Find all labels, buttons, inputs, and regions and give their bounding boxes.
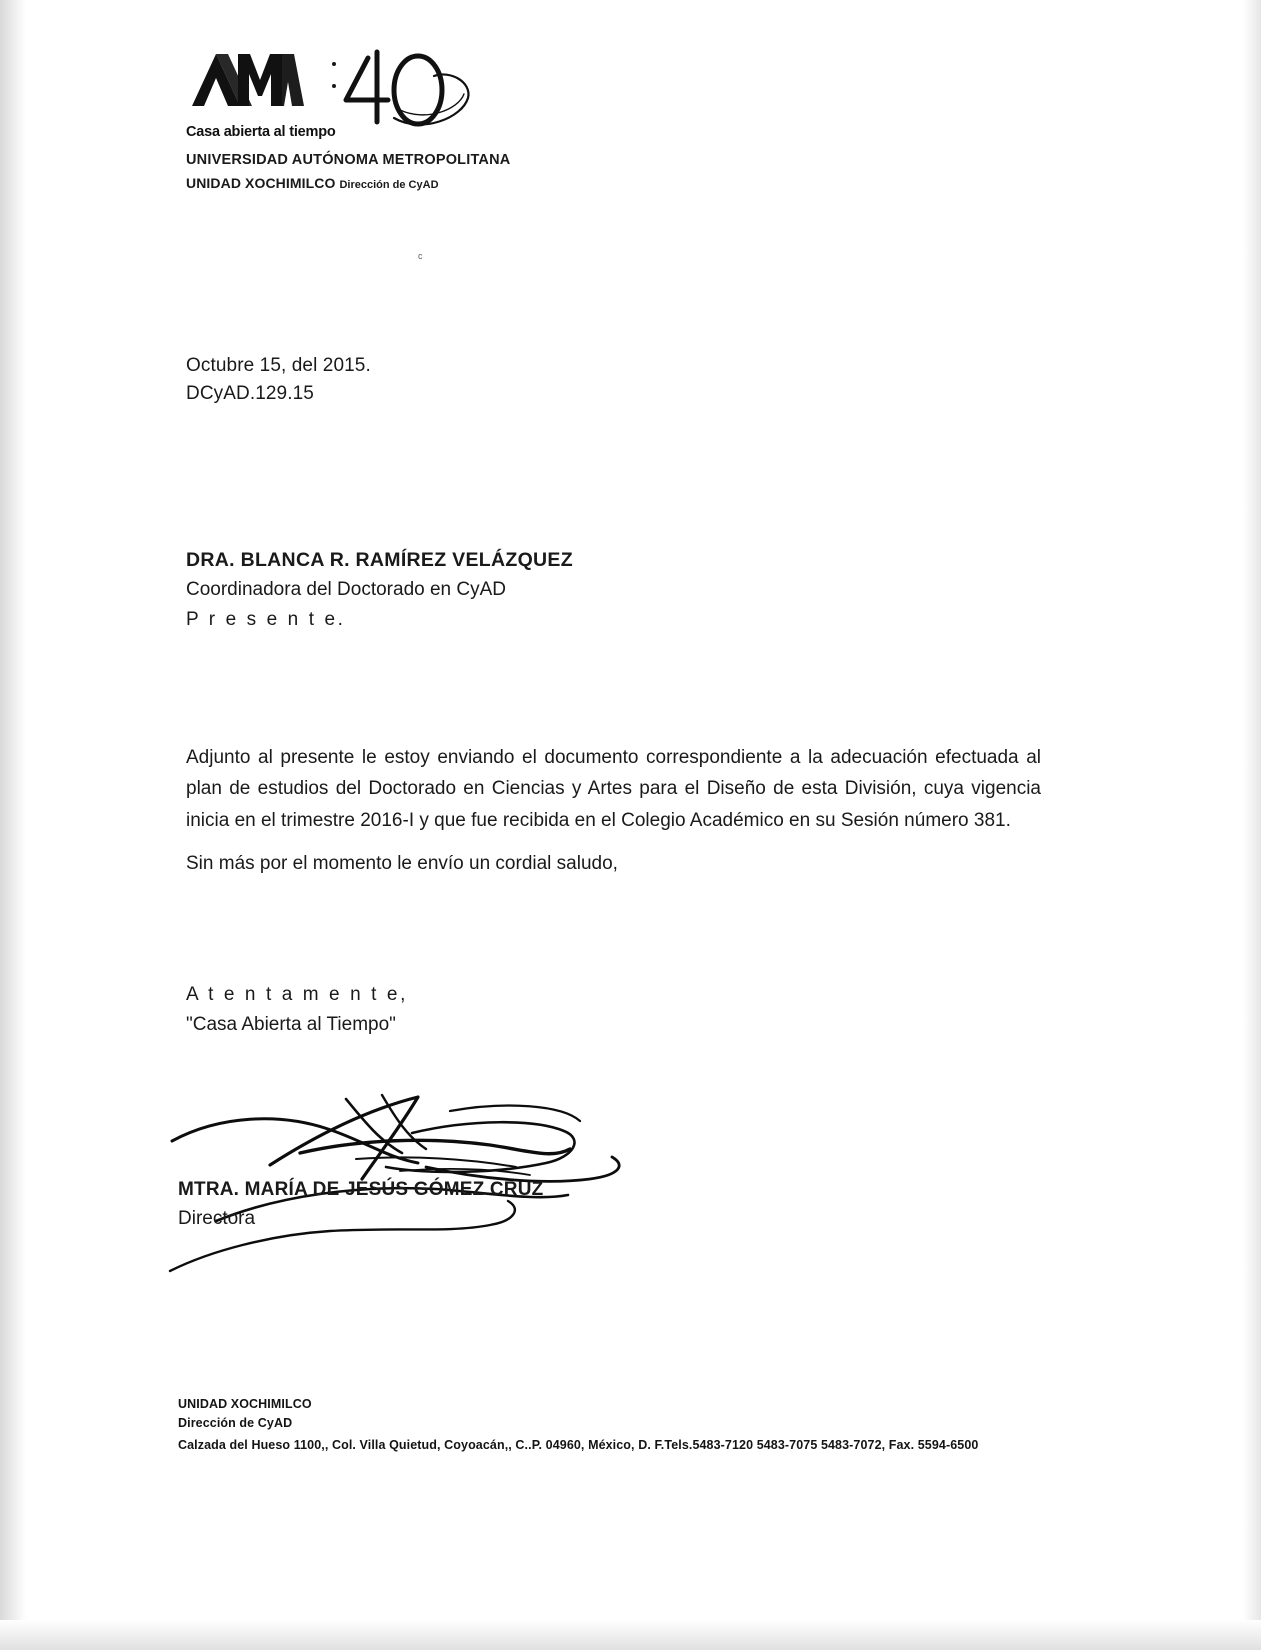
letter-reference: DCyAD.129.15 [186, 382, 314, 404]
closing-block [186, 980, 408, 1041]
letterhead [186, 48, 826, 191]
body-paragraph-2: Sin más por el momento le envío un cordial saludo, [186, 853, 618, 874]
signer-name: MTRA. MARÍA DE JESÚS GÓMEZ CRUZ [178, 1179, 544, 1200]
body-paragraph-1: Adjunto al presente le estoy enviando el documento correspondiente a la adecuación efectuada al plan de estudios del Doctorado en Ciencias y Artes para el Diseño de esta División, cuya vigencia inicia en el trimestre 2016-I y que fue recibida en el Colegio Académico en su Sesión número 381. [186, 747, 1041, 831]
scan-edge-right [1243, 0, 1261, 1650]
closing-atentamente: A t e n t a m e n t e, [186, 984, 408, 1005]
footer-office: Dirección de CyAD [178, 1415, 293, 1430]
addressee-block [186, 545, 573, 634]
letterhead-unit [186, 175, 826, 191]
scan-speck: ᶜ [418, 250, 423, 265]
letter-date: Octubre 15, del 2015. [186, 355, 371, 376]
signer-title: Directora [178, 1207, 256, 1229]
footer-block [178, 1395, 978, 1454]
signer-block [178, 1176, 543, 1233]
anniversary-40-icon [330, 48, 480, 128]
letterhead-slogan: Casa abierta al tiempo [186, 124, 336, 140]
scan-edge-left [0, 0, 26, 1650]
addressee-role: Coordinadora del Doctorado en CyAD [186, 579, 507, 601]
letterhead-unit-office: Dirección de CyAD [339, 179, 439, 191]
scan-edge-bottom [0, 1620, 1261, 1650]
footer-unit: UNIDAD XOCHIMILCO [178, 1397, 312, 1411]
letterhead-unit-name: UNIDAD XOCHIMILCO [186, 175, 336, 191]
footer-address: Calzada del Hueso 1100,, Col. Villa Quietud, Coyoacán,, C..P. 04960, México, D. F.Tels.5483-7120 5483-7075 5483-7072, Fax. 5594-6500 [178, 1437, 979, 1452]
letterhead-university: UNIVERSIDAD AUTÓNOMA METROPOLITANA [186, 152, 511, 168]
letterhead-logo-row [186, 48, 826, 134]
closing-motto: "Casa Abierta al Tiempo" [186, 1014, 396, 1036]
uam-logo-icon [186, 48, 308, 110]
addressee-name: DRA. BLANCA R. RAMÍREZ VELÁZQUEZ [186, 549, 573, 571]
date-reference-block [186, 352, 371, 407]
addressee-presente: P r e s e n t e. [186, 608, 346, 630]
handwritten-signature [150, 1075, 710, 1275]
